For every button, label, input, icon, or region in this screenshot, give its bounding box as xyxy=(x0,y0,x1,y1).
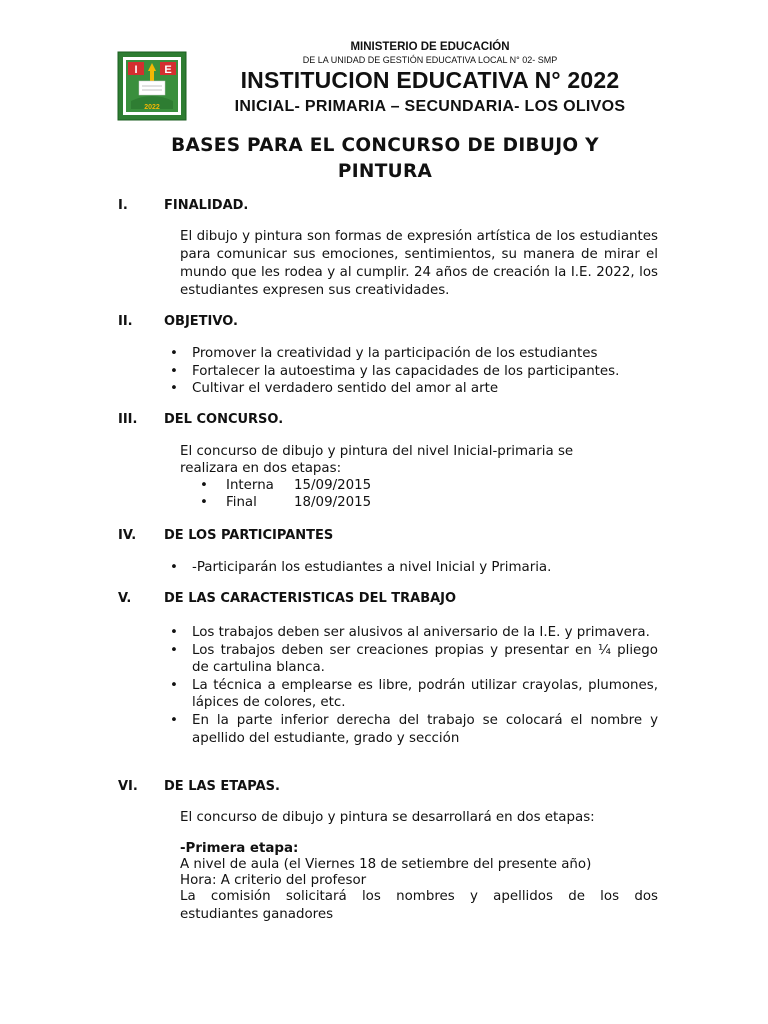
section-5-title: DE LAS CARACTERISTICAS DEL TRABAJO xyxy=(164,591,457,606)
list-item-text: • En la parte inferior derecha del trabajo se colocará el nombre y apellido del estudiante, grado y sección xyxy=(192,712,658,746)
first-stage-line-2: Hora: A criterio del profesor xyxy=(180,873,367,888)
section-3-title: DEL CONCURSO. xyxy=(164,412,284,427)
section-1-number: I. xyxy=(118,198,128,213)
contest-stages-list xyxy=(200,477,371,511)
section-4-number: IV. xyxy=(118,528,137,543)
first-stage-line-4: estudiantes ganadores xyxy=(180,907,334,922)
work-characteristics-list xyxy=(170,624,658,747)
institution-name: INSTITUCION EDUCATIVA N° 2022 xyxy=(240,67,620,93)
ministry-heading: MINISTERIO DE EDUCACIÓN xyxy=(350,41,510,53)
section-1-title: FINALIDAD. xyxy=(164,198,249,213)
list-item xyxy=(170,677,658,712)
section-6-title: DE LAS ETAPAS. xyxy=(164,779,280,794)
first-stage-line-1: A nivel de aula (el Viernes 18 de setiembre del presente año) xyxy=(180,857,592,872)
section-2-title: OBJETIVO. xyxy=(164,314,238,329)
document-title-line-1: BASES PARA EL CONCURSO DE DIBUJO Y xyxy=(171,135,599,156)
list-item xyxy=(170,624,658,642)
list-item xyxy=(200,477,371,494)
section-3-body-line-1: El concurso de dibujo y pintura del nivel Inicial-primaria se xyxy=(180,444,574,459)
objectives-list xyxy=(170,345,660,398)
section-2-number: II. xyxy=(118,314,133,329)
stage-date: 15/09/2015 xyxy=(294,478,372,493)
list-item-text: • Los trabajos deben ser alusivos al aniversario de la I.E. y primavera. xyxy=(192,625,650,640)
list-item: • Cultivar el verdadero sentido del amor al arte xyxy=(170,380,660,398)
stage-label: Interna xyxy=(226,478,274,493)
list-item: • -Participarán los estudiantes a nivel Inicial y Primaria. xyxy=(170,559,660,577)
stage-date: 18/09/2015 xyxy=(294,495,372,510)
section-1-body: El dibujo y pintura son formas de expresión artística de los estudiantes para comunicar sus emociones, sentimientos, su manera de mirar el mundo que les rodea y al cumplir. 24 años de creación la I.E. 2022, los estudiantes expresen sus creatividades. xyxy=(180,229,658,298)
list-item: • Promover la creatividad y la participación de los estudiantes xyxy=(170,345,660,363)
list-item-text: • La técnica a emplearse es libre, podrán utilizar crayolas, plumones, lápices de colores, etc. xyxy=(192,677,658,711)
institution-levels: INICIAL- PRIMARIA – SECUNDARIA- LOS OLIVOS xyxy=(234,98,626,115)
document-title-line-2: PINTURA xyxy=(337,161,433,182)
logo-letter-left: I xyxy=(134,64,138,76)
logo-year: 2022 xyxy=(144,104,160,111)
list-item xyxy=(170,642,658,677)
section-6-number: VI. xyxy=(118,779,138,794)
unit-subheading: DE LA UNIDAD DE GESTIÓN EDUCATIVA LOCAL N° 02- SMP xyxy=(302,55,558,65)
first-stage-heading: -Primera etapa: xyxy=(180,841,299,856)
section-3-number: III. xyxy=(118,412,138,427)
stage-label: Final xyxy=(226,495,257,510)
list-item xyxy=(170,712,658,747)
list-item-text: • Los trabajos deben ser creaciones propias y presentar en ¼ pliego de cartulina blanca. xyxy=(192,642,658,676)
section-6-intro: El concurso de dibujo y pintura se desarrollará en dos etapas: xyxy=(180,810,595,825)
list-item: • Fortalecer la autoestima y las capacidades de los participantes. xyxy=(170,363,660,381)
section-3-body-line-2: realizara en dos etapas: xyxy=(180,461,342,476)
section-5-number: V. xyxy=(118,591,132,606)
first-stage-line-3: La comisión solicitará los nombres y apellidos de los dos xyxy=(180,889,658,904)
participants-list xyxy=(170,559,660,577)
document-title xyxy=(140,133,630,185)
school-logo xyxy=(117,51,187,121)
logo-letter-right: E xyxy=(164,64,172,76)
section-4-title: DE LOS PARTICIPANTES xyxy=(164,528,334,543)
list-item xyxy=(200,494,371,511)
